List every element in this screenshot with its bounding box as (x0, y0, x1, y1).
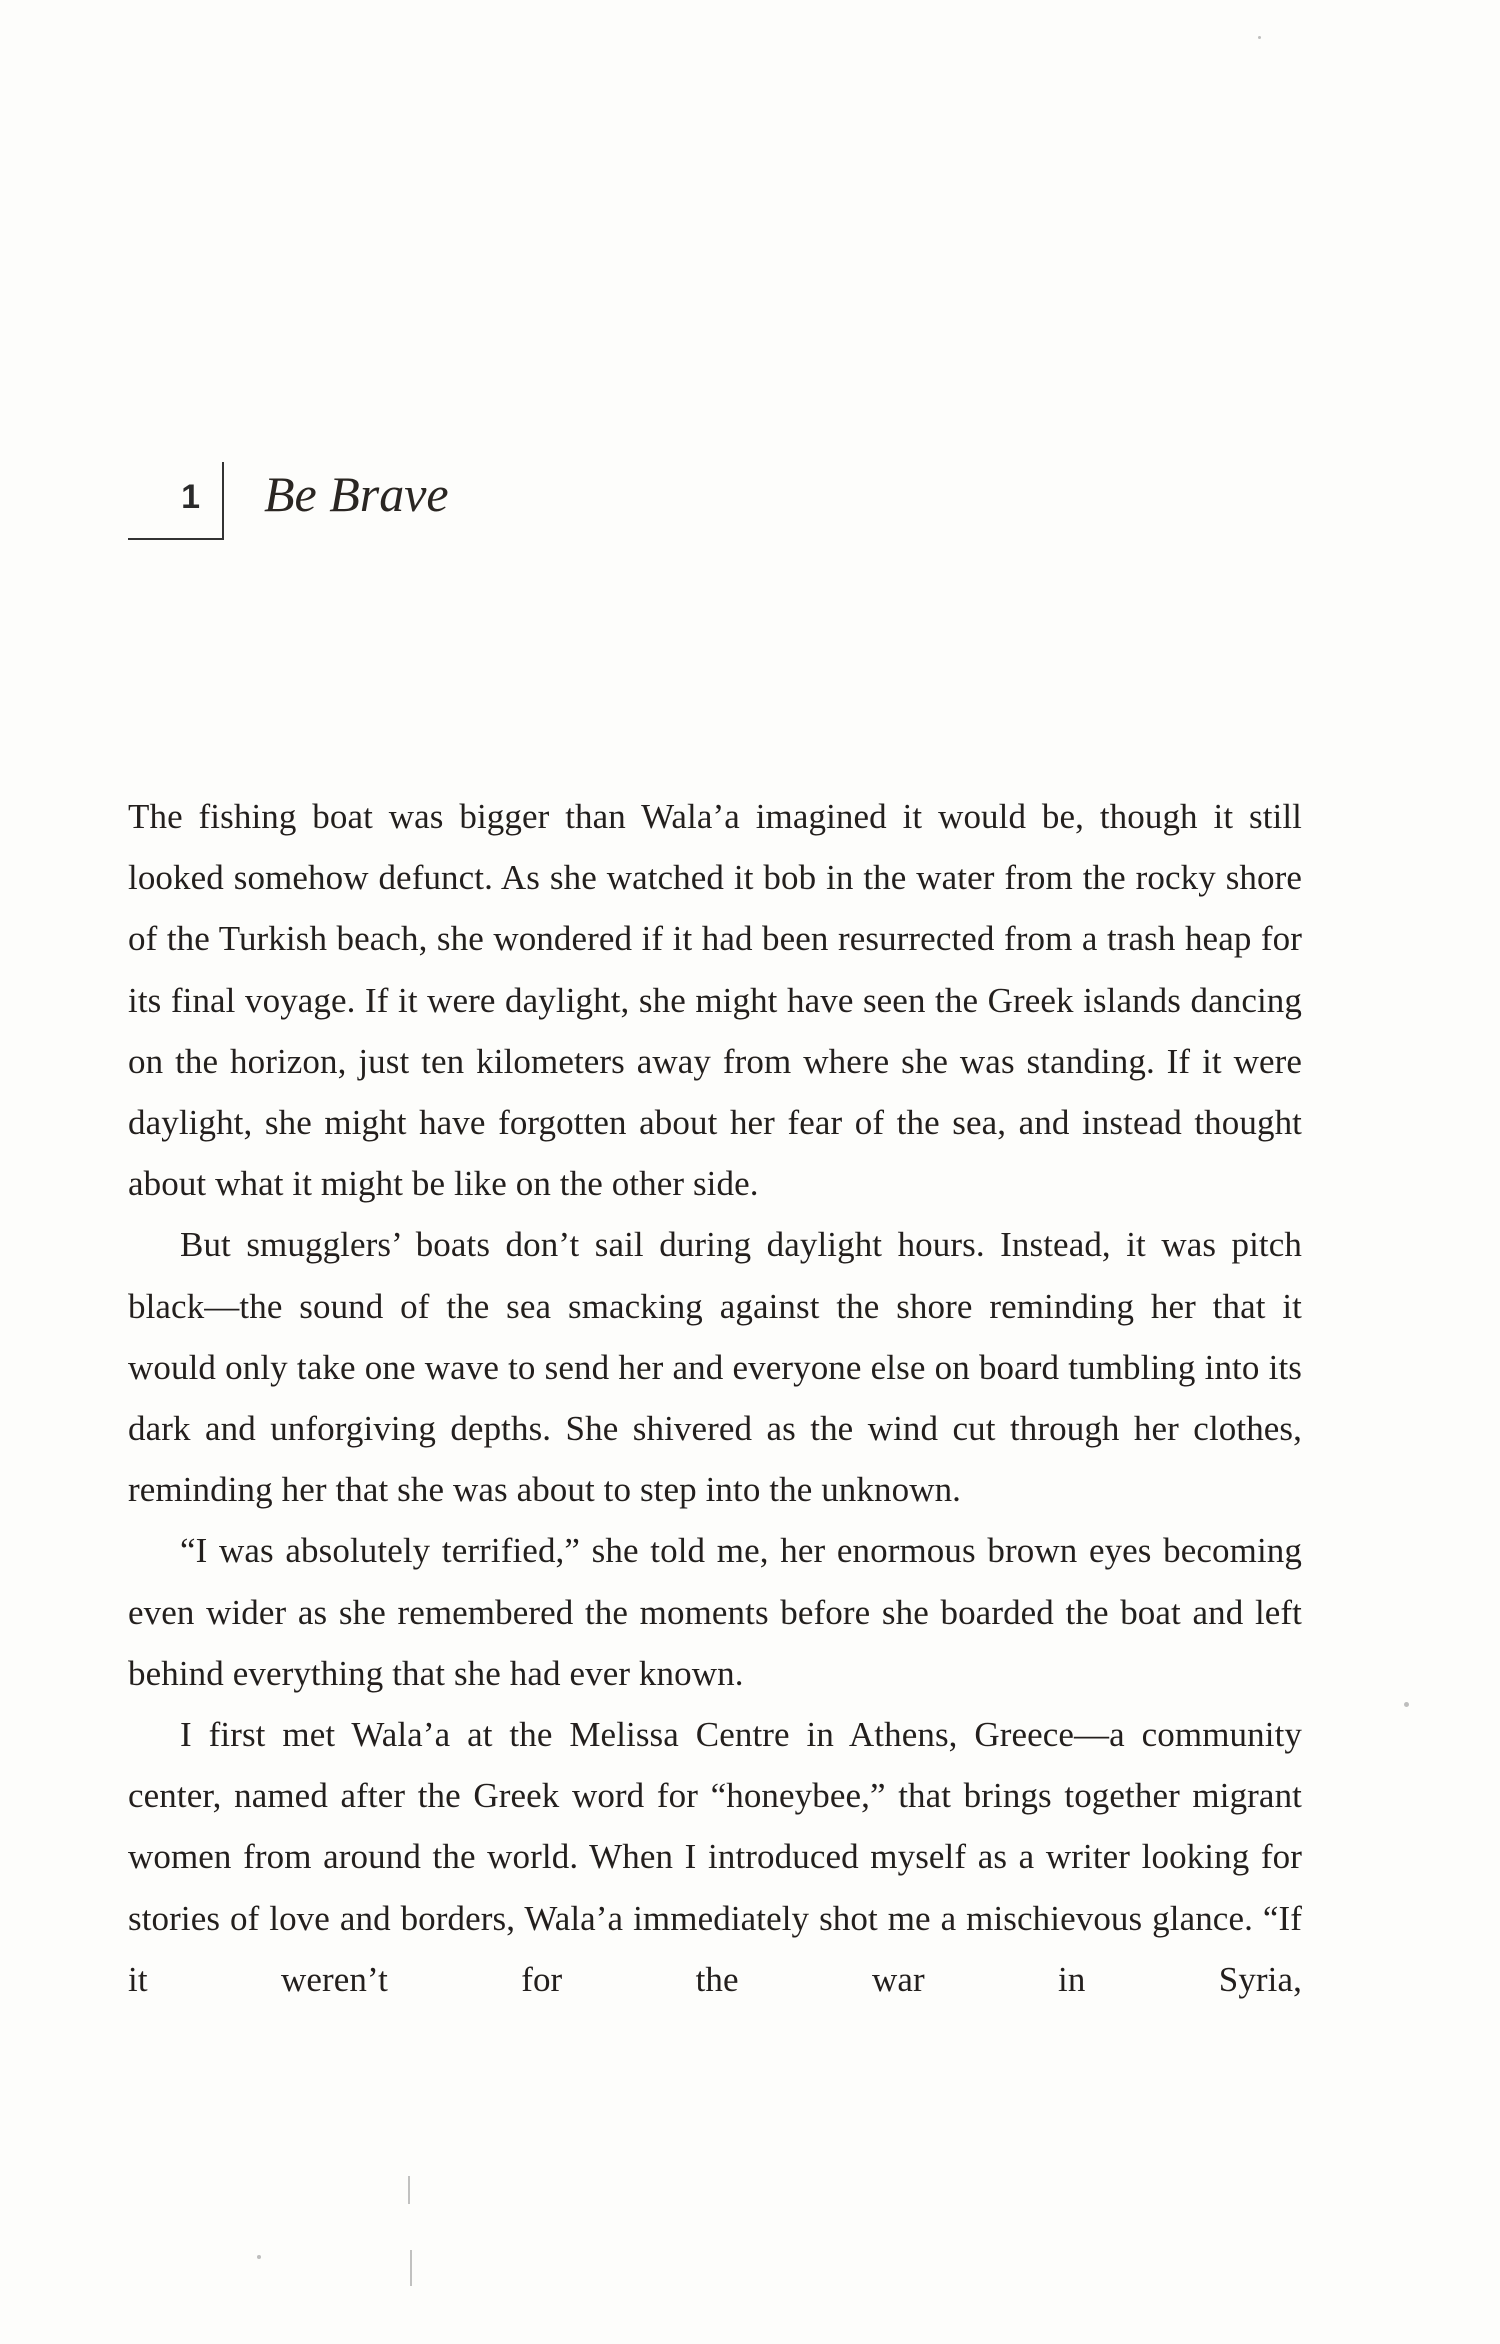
chapter-body (128, 786, 1302, 2010)
scan-artifact-speck (257, 2255, 261, 2259)
chapter-number: 1 (128, 462, 224, 540)
scan-artifact-line (408, 2176, 410, 2204)
scan-artifact-line (410, 2250, 412, 2286)
chapter-title: Be Brave (264, 466, 449, 522)
scan-artifact-speck (1258, 36, 1261, 39)
paragraph-3: “I was absolutely terrified,” she told me, her enormous brown eyes becoming even wider as she remembered the moments before she boarded the boat and left behind everything that she had ever known. (128, 1531, 1302, 1693)
paragraph-1: The fishing boat was bigger than Wala’a imagined it would be, though it still looked somehow defunct. As she watched it bob in the water from the rocky shore of the Turkish beach, she wondered if it had been resurrected from a trash heap for its final voyage. If it were daylight, she might have seen the Greek islands dancing on the horizon, just ten kilometers away from where she was standing. If it were daylight, she might have forgotten about her fear of the sea, and instead thought about what it might be like on the other side. (128, 797, 1302, 1204)
chapter-header (128, 462, 828, 552)
paragraph-4: I first met Wala’a at the Melissa Centre in Athens, Greece—a community center, named after the Greek word for “honeybee,” that brings together migrant women from around the world. When I introduced myself as a writer looking for stories of love and borders, Wala’a immediately shot me a mischievous glance. “If it weren’t for the war in Syria, (128, 1715, 1302, 1999)
paragraph-2: But smugglers’ boats don’t sail during daylight hours. Instead, it was pitch black—the sound of the sea smacking against the shore reminding her that it would only take one wave to send her and everyone else on board tumbling into its dark and unforgiving depths. She shivered as the wind cut through her clothes, reminding her that she was about to step into the unknown. (128, 1225, 1302, 1510)
scan-artifact-speck (1404, 1702, 1409, 1707)
